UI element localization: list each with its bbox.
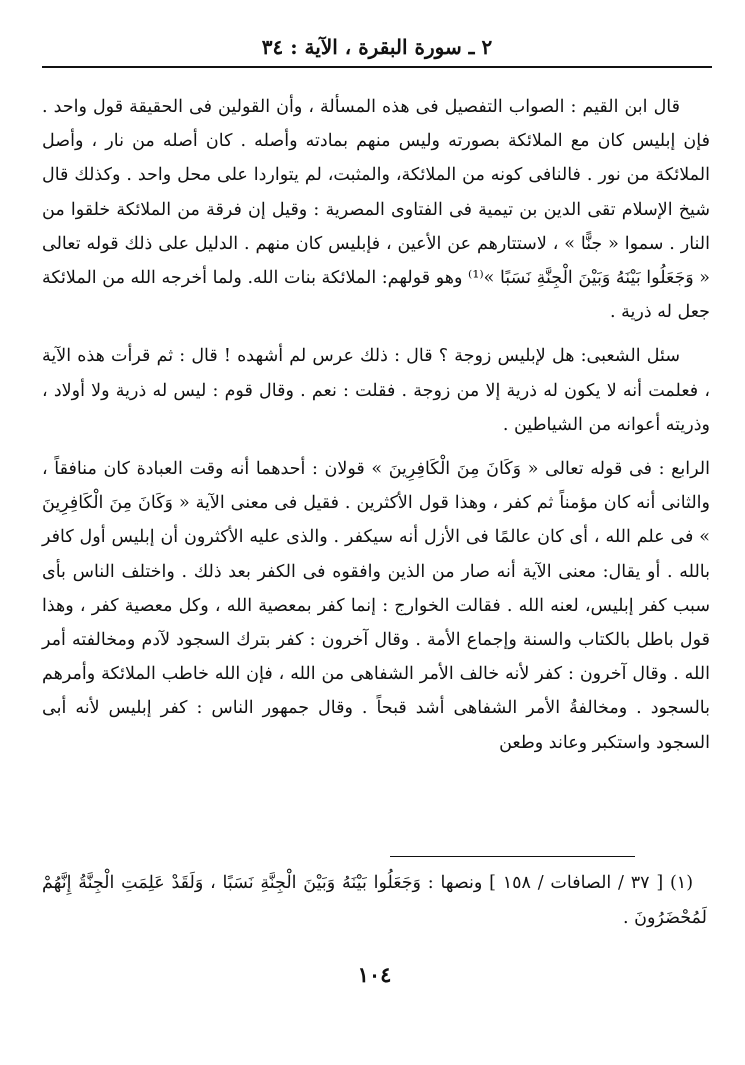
paragraph-shaabi: سئل الشعبى: هل لإبليس زوجة ؟ قال : ذلك عرس لم أشهده ! قال : ثم قرأت هذه الآية ، فعلمت أنه لا يكون له ذرية إلا من زوجة . فقلت : نعم . وقال قوم : ليس له ذرية ولا أولاد ، وذريته أعوانه من الشياطين . [42,346,710,435]
header-rule [42,66,712,68]
body-text [42,90,710,770]
paragraph-ibn-alqayyim: قال ابن القيم : الصواب التفصيل فى هذه المسألة ، وأن القولين فى الحقيقة قول واحد . فإن إبليس كان مع الملائكة بصورته وليس منهم بمادته وأصله . كان أصله من نار ، وأصل الملائكة من نور . فالنافى كونه من الملائكة، والمثبت، لم يتواردا على محل واحد . وكذلك قال شيخ الإسلام تقى الدين بن تيمية فى الفتاوى المصرية : وقيل إن فرقة من الملائكة خلقوا من النار . سموا « جنًّا » ، لاستتارهم عن الأعين ، فإبليس كان منهم . الدليل على ذلك قوله تعالى « وَجَعَلُوا بَيْنَهُ وَبَيْنَ الْجِنَّةِ نَسَبًا »⁽¹⁾ وهو قولهم: الملائكة بنات الله. ولما أخرجه الله من الملائكة جعل له ذرية . [42,97,711,323]
paragraph-fourth-point: الرابع : فى قوله تعالى « وَكَانَ مِنَ الْكَافِرِينَ » قولان : أحدهما أنه وقت العبادة كان منافقاً ، والثانى أنه كان مؤمناً ثم كفر ، وهذا قول الأكثرين . فقيل فى معنى الآية « وَكَانَ مِنَ الْكَافِرِينَ » فى علم الله ، أى كان عالمًا فى الأزل أنه سيكفر . والذى عليه الأكثرون أن إبليس أول كافر بالله . أو يقال: معنى الآية أنه صار من الذين وافقوه فى الكفر بعد ذلك . واختلف الناس بأى سبب كفر إبليس، لعنه الله . فقالت الخوارج : إنما كفر بمعصية الله ، وكل معصية كفر ، وهذا قول باطل بالكتاب والسنة وإجماع الأمة . وقال آخرون : كفر بترك السجود لآدم ومخالفته أمر الله . وقال آخرون : كفر لأنه خالف الأمر الشفاهى من الله ، فإن الله خاطب الملائكة وأمرهم بالسجود . ومخالفةُ الأمر الشفاهى أشد قبحاً . وقال جمهور الناس : كفر إبليس لأنه أبى السجود واستكبر وعاند وطعن [42,459,710,753]
page-number: ١٠٤ [357,962,392,987]
footnote-rule [390,856,635,857]
running-header: ٢ ـ سورة البقرة ، الآية : ٣٤ [261,35,493,59]
footnote: (١) [ ٣٧ / الصافات / ١٥٨ ] ونصها : وَجَعَلُوا بَيْنَهُ وَبَيْنَ الْجِنَّةِ نَسَبًا ، وَلَقَدْ عَلِمَتِ الْجِنَّةُ إِنَّهُمْ لَمُحْضَرُونَ . [42,873,707,928]
